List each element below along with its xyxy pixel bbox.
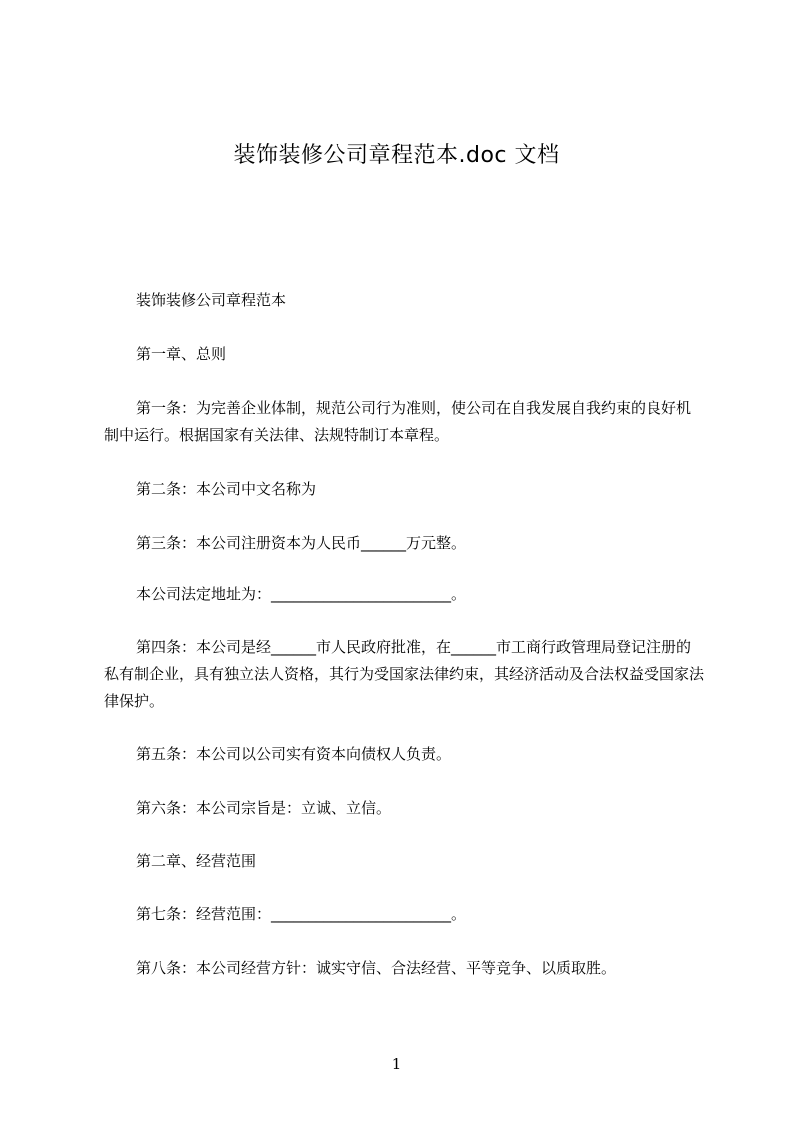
paragraph-article-2: 第二条：本公司中文名称为 (136, 480, 317, 498)
paragraph-chapter-2: 第二章、经营范围 (136, 852, 257, 870)
paragraph-article-5: 第五条：本公司以公司实有资本向债权人负责。 (136, 745, 452, 763)
paragraph-article-8: 第八条：本公司经营方针：诚实守信、合法经营、平等竞争、以质取胜。 (136, 959, 617, 977)
page-number: 1 (391, 1055, 402, 1073)
paragraph-article-7: 第七条：经营范围：________________________。 (136, 905, 467, 923)
paragraph-doc-heading: 装饰装修公司章程范本 (136, 291, 287, 309)
paragraph-chapter-1: 第一章、总则 (136, 345, 227, 363)
paragraph-article-1: 第一条：为完善企业体制，规范公司行为准则，使公司在自我发展自我约束的良好机制中运行。根据国家有关法律、法规特制订本章程。 (104, 399, 692, 444)
paragraph-article-4: 第四条：本公司是经______市人民政府批准，在______市工商行政管理局登记注册的私有制企业，具有独立法人资格，其行为受国家法律约束，其经济活动及合法权益受国家法律保护。 (104, 638, 705, 710)
document-title: 装饰装修公司章程范本.doc 文档 (233, 143, 560, 168)
paragraph-article-6: 第六条：本公司宗旨是：立诚、立信。 (136, 799, 392, 817)
paragraph-legal-address: 本公司法定地址为：________________________。 (136, 585, 467, 603)
paragraph-article-3: 第三条：本公司注册资本为人民币______万元整。 (136, 534, 467, 552)
